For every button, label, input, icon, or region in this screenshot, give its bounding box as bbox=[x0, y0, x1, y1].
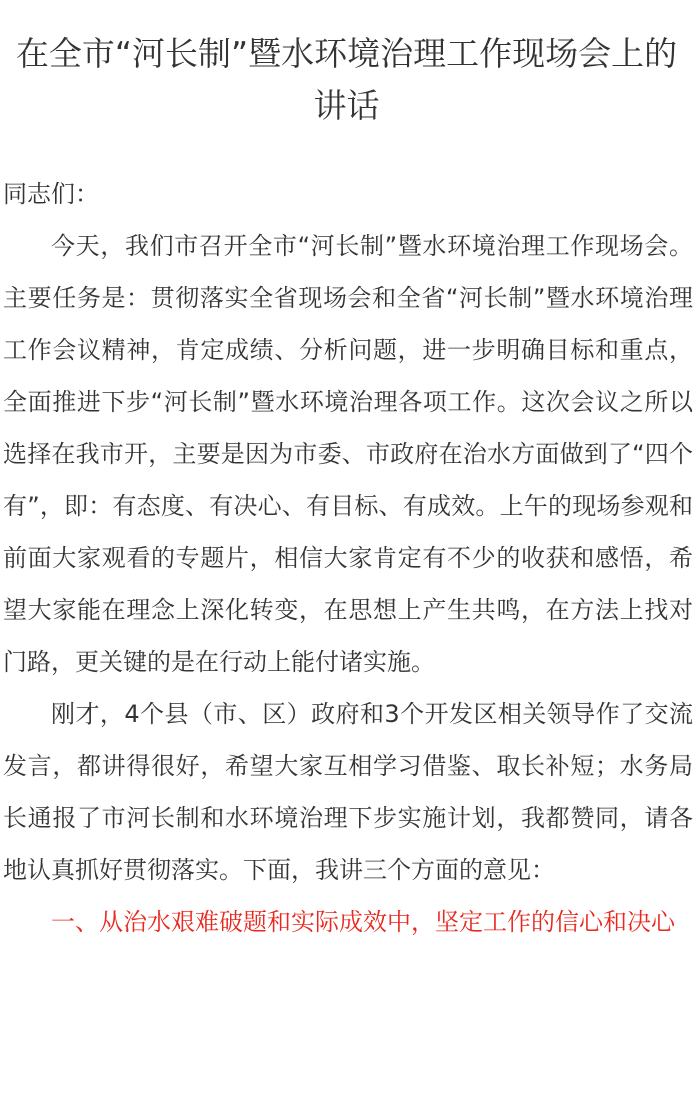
document-title: 在全市“河长制”暨水环境治理工作现场会上的讲话 bbox=[15, 34, 678, 125]
paragraph-1: 今天，我们市召开全市“河长制”暨水环境治理工作现场会。主要任务是：贯彻落实全省现场会和全省“河长制”暨水环境治理工作会议精神，肯定成绩、分析问题，进一步明确目标和重点，全面推进下步“河长制”暨水环境治理各项工作。这次会议之所以选择在我市开，主要是因为市委、市政府在治水方面做到了“四个有”，即：有态度、有决心、有目标、有成效。上午的现场参观和前面大家观看的专题片，相信大家肯定有不少的收获和感悟，希望大家能在理念上深化转变，在思想上产生共鸣，在方法上找对门路，更关键的是在行动上能付诸实施。 bbox=[3, 232, 693, 676]
salutation: 同志们： bbox=[3, 180, 99, 208]
paragraph-2: 刚才，4个县（市、区）政府和3个开发区相关领导作了交流发言，都讲得很好，希望大家互相学习借鉴、取长补短；水务局长通报了市河长制和水环境治理下步实施计划，我都赞同，请各地认真抓好贯彻落实。下面，我讲三个方面的意见： bbox=[3, 700, 693, 884]
section-heading-1: 一、从治水艰难破题和实际成效中，坚定工作的信心和决心 bbox=[51, 908, 675, 936]
document-body bbox=[0, 168, 693, 948]
